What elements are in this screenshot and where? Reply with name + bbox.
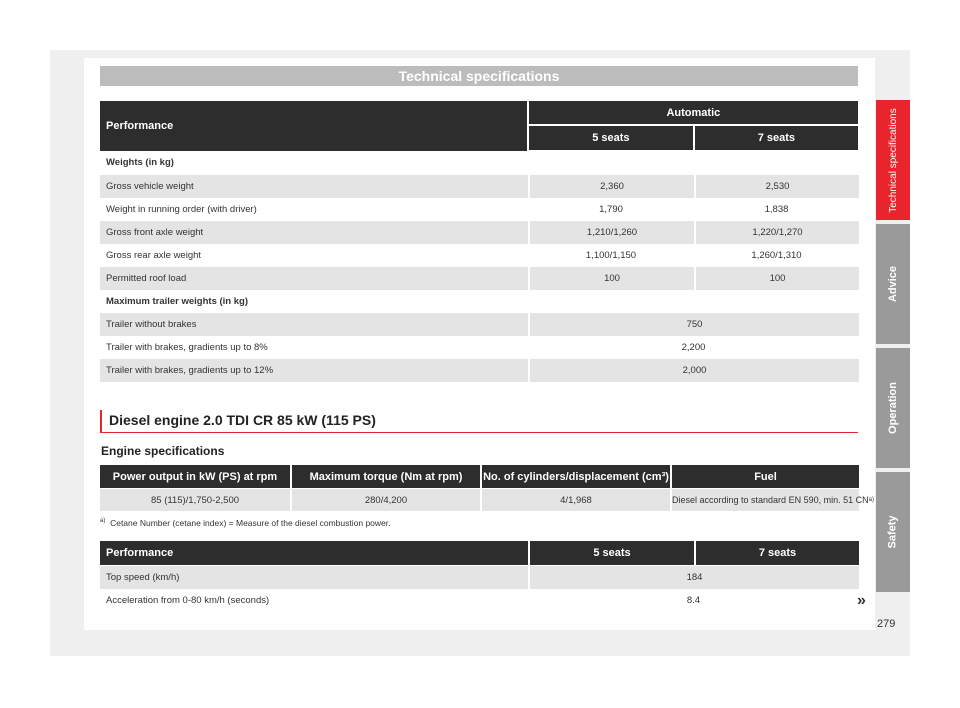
table-row — [100, 359, 859, 382]
table-row — [100, 175, 859, 198]
fuel-footnote-marker: a) — [868, 497, 874, 503]
tab-advice[interactable] — [876, 224, 910, 344]
cylinders-value: 4/1,968 — [480, 489, 670, 511]
col-5seats-header: 5 seats — [528, 541, 694, 565]
diesel-title-text: Diesel engine 2.0 TDI CR 85 kW (115 PS) — [109, 412, 376, 428]
tab-technical-specifications[interactable] — [876, 100, 910, 220]
diesel-section-title — [100, 410, 858, 433]
row-value-7: 2,530 — [694, 175, 859, 198]
row-value: 184 — [528, 566, 859, 589]
row-label: Gross vehicle weight — [106, 181, 194, 192]
page-header-title: Technical specifications — [100, 66, 858, 86]
table-row — [100, 489, 874, 511]
table-row — [100, 589, 859, 612]
col-automatic-header: Automatic — [529, 101, 858, 126]
row-label: Weight in running order (with driver) — [106, 204, 257, 215]
row-value-5: 100 — [528, 267, 694, 290]
table-row — [100, 336, 859, 359]
col-performance-header: Performance — [100, 101, 527, 151]
accent-bar — [100, 410, 102, 432]
tab-label: Technical specifications — [887, 107, 899, 213]
row-value-5: 1,790 — [599, 204, 623, 215]
fuel-value — [670, 489, 874, 511]
engine-spec-heading: Engine specifications — [101, 444, 225, 458]
footnote-text: Cetane Number (cetane index) = Measure of the diesel combustion power. — [110, 518, 391, 528]
table-row — [100, 313, 859, 336]
row-label: Trailer with brakes, gradients up to 12% — [106, 365, 274, 376]
row-label: Acceleration from 0-80 km/h (seconds) — [106, 595, 270, 606]
col-5seats-header: 5 seats — [529, 126, 693, 150]
row-label: Top speed (km/h) — [106, 572, 180, 583]
col-fuel-header: Fuel — [670, 465, 859, 488]
row-value: 2,200 — [681, 342, 706, 353]
row-value-5: 1,210/1,260 — [528, 221, 694, 244]
power-value: 85 (115)/1,750-2,500 — [150, 494, 240, 506]
row-value-7: 100 — [694, 267, 859, 290]
tab-operation[interactable] — [876, 348, 910, 468]
row-label: Permitted roof load — [106, 273, 187, 284]
row-label: Gross front axle weight — [106, 227, 204, 238]
row-value-5: 2,360 — [528, 175, 694, 198]
tab-label: Operation — [887, 382, 900, 434]
col-performance-header: Performance — [100, 541, 528, 565]
col-7seats-header: 7 seats — [694, 541, 859, 565]
footnote — [100, 518, 391, 528]
row-value-7: 1,838 — [764, 204, 789, 215]
footnote-marker: a) — [100, 518, 106, 525]
row-value: 750 — [528, 313, 859, 336]
row-value: 8.4 — [686, 595, 701, 606]
tab-safety[interactable] — [876, 472, 910, 592]
table-row — [100, 244, 859, 267]
row-value: 2,000 — [528, 359, 859, 382]
fuel-text: Diesel according to standard EN 590, min. 51 CN — [672, 495, 869, 505]
row-label: Trailer without brakes — [106, 319, 197, 330]
row-value-5: 1,100/1,150 — [585, 250, 637, 261]
table-row — [100, 267, 859, 290]
section-weights: Weights (in kg) — [100, 151, 859, 174]
performance-table — [100, 541, 859, 612]
row-label: Trailer with brakes, gradients up to 8% — [106, 342, 268, 353]
specs-table — [100, 101, 859, 382]
col-power-header: Power output in kW (PS) at rpm — [100, 465, 290, 488]
table-row — [100, 221, 859, 244]
col-7seats-header: 7 seats — [693, 126, 858, 150]
row-value-7: 1,260/1,310 — [751, 250, 802, 261]
engine-table — [100, 465, 874, 511]
col-cylinders-header: No. of cylinders/displacement (cm³) — [480, 465, 670, 488]
section-trailer: Maximum trailer weights (in kg) — [100, 290, 859, 313]
table-row — [100, 198, 859, 221]
tab-label: Advice — [887, 265, 900, 303]
page-number: 279 — [877, 618, 896, 630]
torque-value: 280/4,200 — [290, 489, 480, 511]
tab-label: Safety — [887, 515, 899, 549]
col-torque-header: Maximum torque (Nm at rpm) — [290, 465, 480, 488]
table-row — [100, 566, 859, 589]
continue-chevron-icon: » — [857, 592, 866, 609]
row-value-7: 1,220/1,270 — [694, 221, 859, 244]
row-label: Gross rear axle weight — [106, 250, 202, 261]
